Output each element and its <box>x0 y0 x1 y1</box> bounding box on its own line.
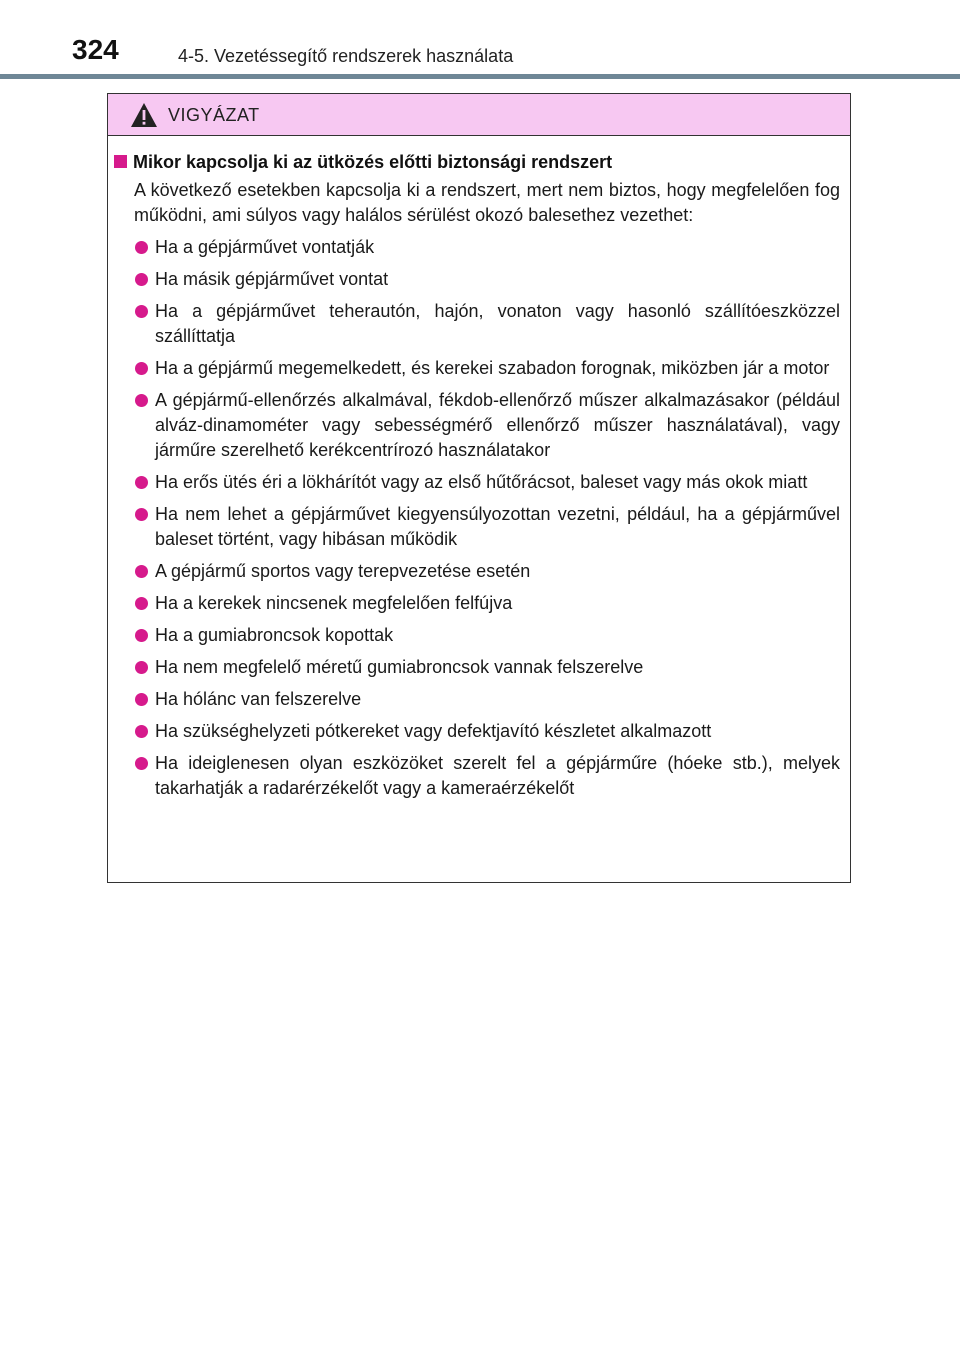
list-item-text: Ha szükséghelyzeti pótkereket vagy defektjavító készletet alkalmazott <box>155 721 712 741</box>
list-item <box>114 267 840 292</box>
caution-heading: Mikor kapcsolja ki az ütközés előtti biztonsági rendszert <box>133 152 613 172</box>
list-item <box>114 502 840 552</box>
list-item-text: Ha a gumiabroncsok kopottak <box>155 625 394 645</box>
list-item-text: Ha a kerekek nincsenek megfelelően felfújva <box>155 593 513 613</box>
square-bullet-icon <box>114 155 127 168</box>
caution-box <box>107 93 851 883</box>
list-item <box>114 655 840 680</box>
list-item-text: Ha másik gépjárművet vontat <box>155 269 389 289</box>
bullet-dot-icon <box>135 476 148 489</box>
list-item <box>114 719 840 744</box>
bullet-dot-icon <box>135 273 148 286</box>
list-item <box>114 356 840 381</box>
bullet-dot-icon <box>135 597 148 610</box>
caution-title: VIGYÁZAT <box>168 105 260 125</box>
list-item-text: Ha a gépjármű megemelkedett, és kerekei szabadon forognak, miközben jár a motor <box>155 358 830 378</box>
list-item-text: A gépjármű sportos vagy terepvezetése esetén <box>155 561 531 581</box>
caution-content <box>108 136 850 801</box>
list-item-text: Ha hólánc van felszerelve <box>155 689 362 709</box>
list-item <box>114 299 840 349</box>
list-item <box>114 687 840 712</box>
bullet-dot-icon <box>135 508 148 521</box>
bullet-dot-icon <box>135 305 148 318</box>
bullet-dot-icon <box>135 725 148 738</box>
bullet-dot-icon <box>135 241 148 254</box>
warning-triangle-icon <box>130 102 158 128</box>
list-item-text: Ha nem lehet a gépjárművet kiegyensúlyozottan vezetni, például, ha a gépjárművel baleset történt, vagy hibásan működik <box>155 504 840 549</box>
page-header <box>0 0 960 80</box>
list-item <box>114 559 840 584</box>
list-item-text: A gépjármű-ellenőrzés alkalmával, fékdob-ellenőrző műszer alkalmazásakor (például alváz-dinamométer vagy sebességmérő ellenőrző műszer használatával), vagy járműre szerelhető kerékcentrírozó használatakor <box>155 390 840 460</box>
list-item <box>114 388 840 463</box>
bullet-dot-icon <box>135 362 148 375</box>
header-rule <box>0 74 960 79</box>
bullet-dot-icon <box>135 661 148 674</box>
list-item <box>114 623 840 648</box>
list-item <box>114 751 840 801</box>
list-item <box>114 470 840 495</box>
bullet-dot-icon <box>135 394 148 407</box>
list-item-text: Ha a gépjárművet teherautón, hajón, vonaton vagy hasonló szállítóeszközzel szállíttatja <box>155 301 840 346</box>
list-item <box>114 591 840 616</box>
list-item <box>114 235 840 260</box>
list-item-text: Ha a gépjárművet vontatják <box>155 237 375 257</box>
list-item-text: Ha erős ütés éri a lökhárítót vagy az első hűtőrácsot, baleset vagy más okok miatt <box>155 472 808 492</box>
page-number: 324 <box>72 34 119 65</box>
caution-heading-row <box>114 150 840 174</box>
condition-list <box>114 235 840 801</box>
bullet-dot-icon <box>135 757 148 770</box>
caution-intro: A következő esetekben kapcsolja ki a rendszert, mert nem biztos, hogy megfelelően fog működni, ami súlyos vagy halálos sérülést okozó balesethez vezethet: <box>134 180 840 225</box>
list-item-text: Ha nem megfelelő méretű gumiabroncsok vannak felszerelve <box>155 657 644 677</box>
bullet-dot-icon <box>135 629 148 642</box>
section-title: 4-5. Vezetéssegítő rendszerek használata <box>178 46 514 66</box>
list-item-text: Ha ideiglenesen olyan eszközöket szerelt fel a gépjárműre (hóeke stb.), melyek takarhatják a radarérzékelőt vagy a kameraérzékelőt <box>155 753 840 798</box>
bullet-dot-icon <box>135 565 148 578</box>
bullet-dot-icon <box>135 693 148 706</box>
caution-header <box>108 94 850 136</box>
